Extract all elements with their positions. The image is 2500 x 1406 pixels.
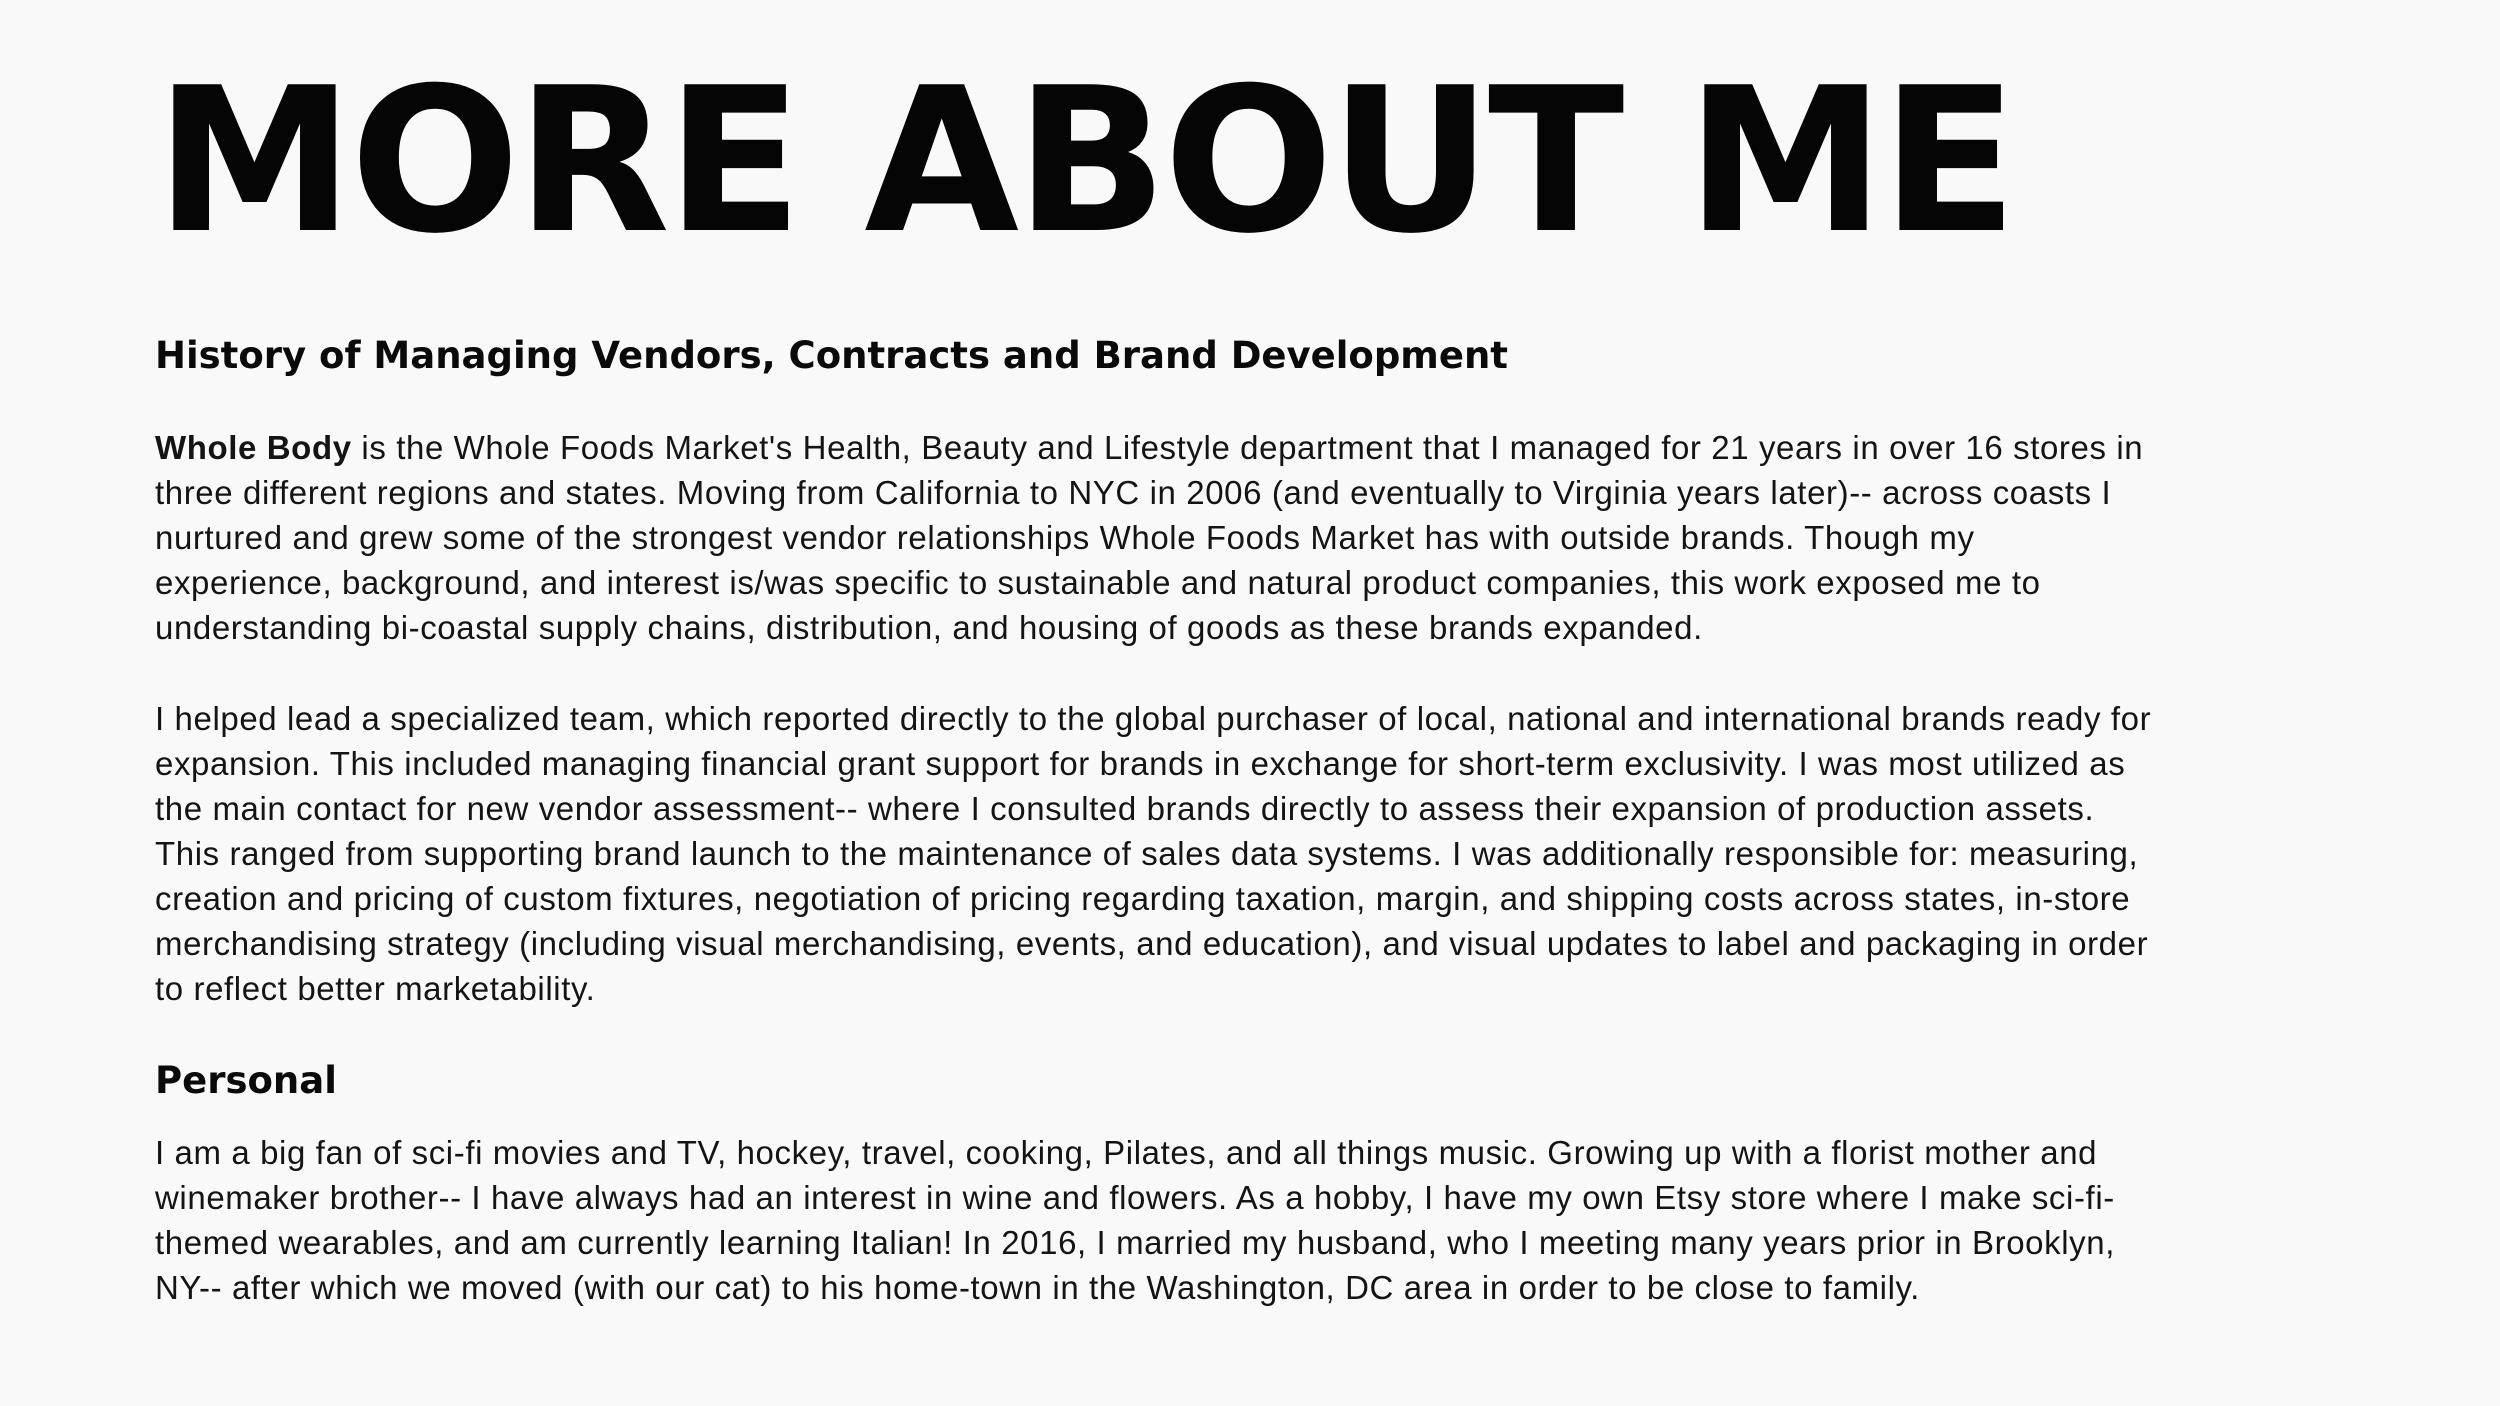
whole-body-text: is the Whole Foods Market's Health, Beauty and Lifestyle department that I managed for 21 years in over 16 stores in three different regions and states. Moving from California to NYC in 2006 (and eventually to Virginia years later)-- across coasts I nurtured and grew some of the strongest vendor relationships Whole Foods Market has with outside brands. Though my experience, background, and interest is/was specific to sustainable and natural product companies, this work exposed me to understanding bi-coastal supply chains, distribution, and housing of goods as these brands expanded. — [155, 429, 2144, 646]
page-title: MORE ABOUT ME — [155, 45, 2014, 278]
whole-body-paragraph — [155, 425, 2155, 650]
personal-paragraph: I am a big fan of sci-fi movies and TV, hockey, travel, cooking, Pilates, and all things music. Growing up with a florist mother and winemaker brother-- I have always had an interest in wine and flowers. As a hobby, I have my own Etsy store where I make sci-fi-themed wearables, and am currently learning Italian! In 2016, I married my husband, who I meeting many years prior in Brooklyn, NY-- after which we moved (with our cat) to his home-town in the Washington, DC area in order to be close to family. — [155, 1134, 2115, 1306]
personal-heading: Personal — [155, 1059, 337, 1102]
team-paragraph: I helped lead a specialized team, which reported directly to the global purchaser of local, national and international brands ready for expansion. This included managing financial grant support for brands in exchange for short-term exclusivity. I was most utilized as the main contact for new vendor assessment-- where I consulted brands directly to assess their expansion of production assets. This ranged from supporting brand launch to the maintenance of sales data systems. I was additionally responsible for: measuring, creation and pricing of custom fixtures, negotiation of pricing regarding taxation, margin, and shipping costs across states, in-store merchandising strategy (including visual merchandising, events, and education), and visual updates to label and packaging in order to reflect better marketability. — [155, 700, 2152, 1007]
whole-body-label: Whole Body — [155, 429, 352, 466]
history-heading: History of Managing Vendors, Contracts and Brand Development — [155, 334, 1508, 377]
